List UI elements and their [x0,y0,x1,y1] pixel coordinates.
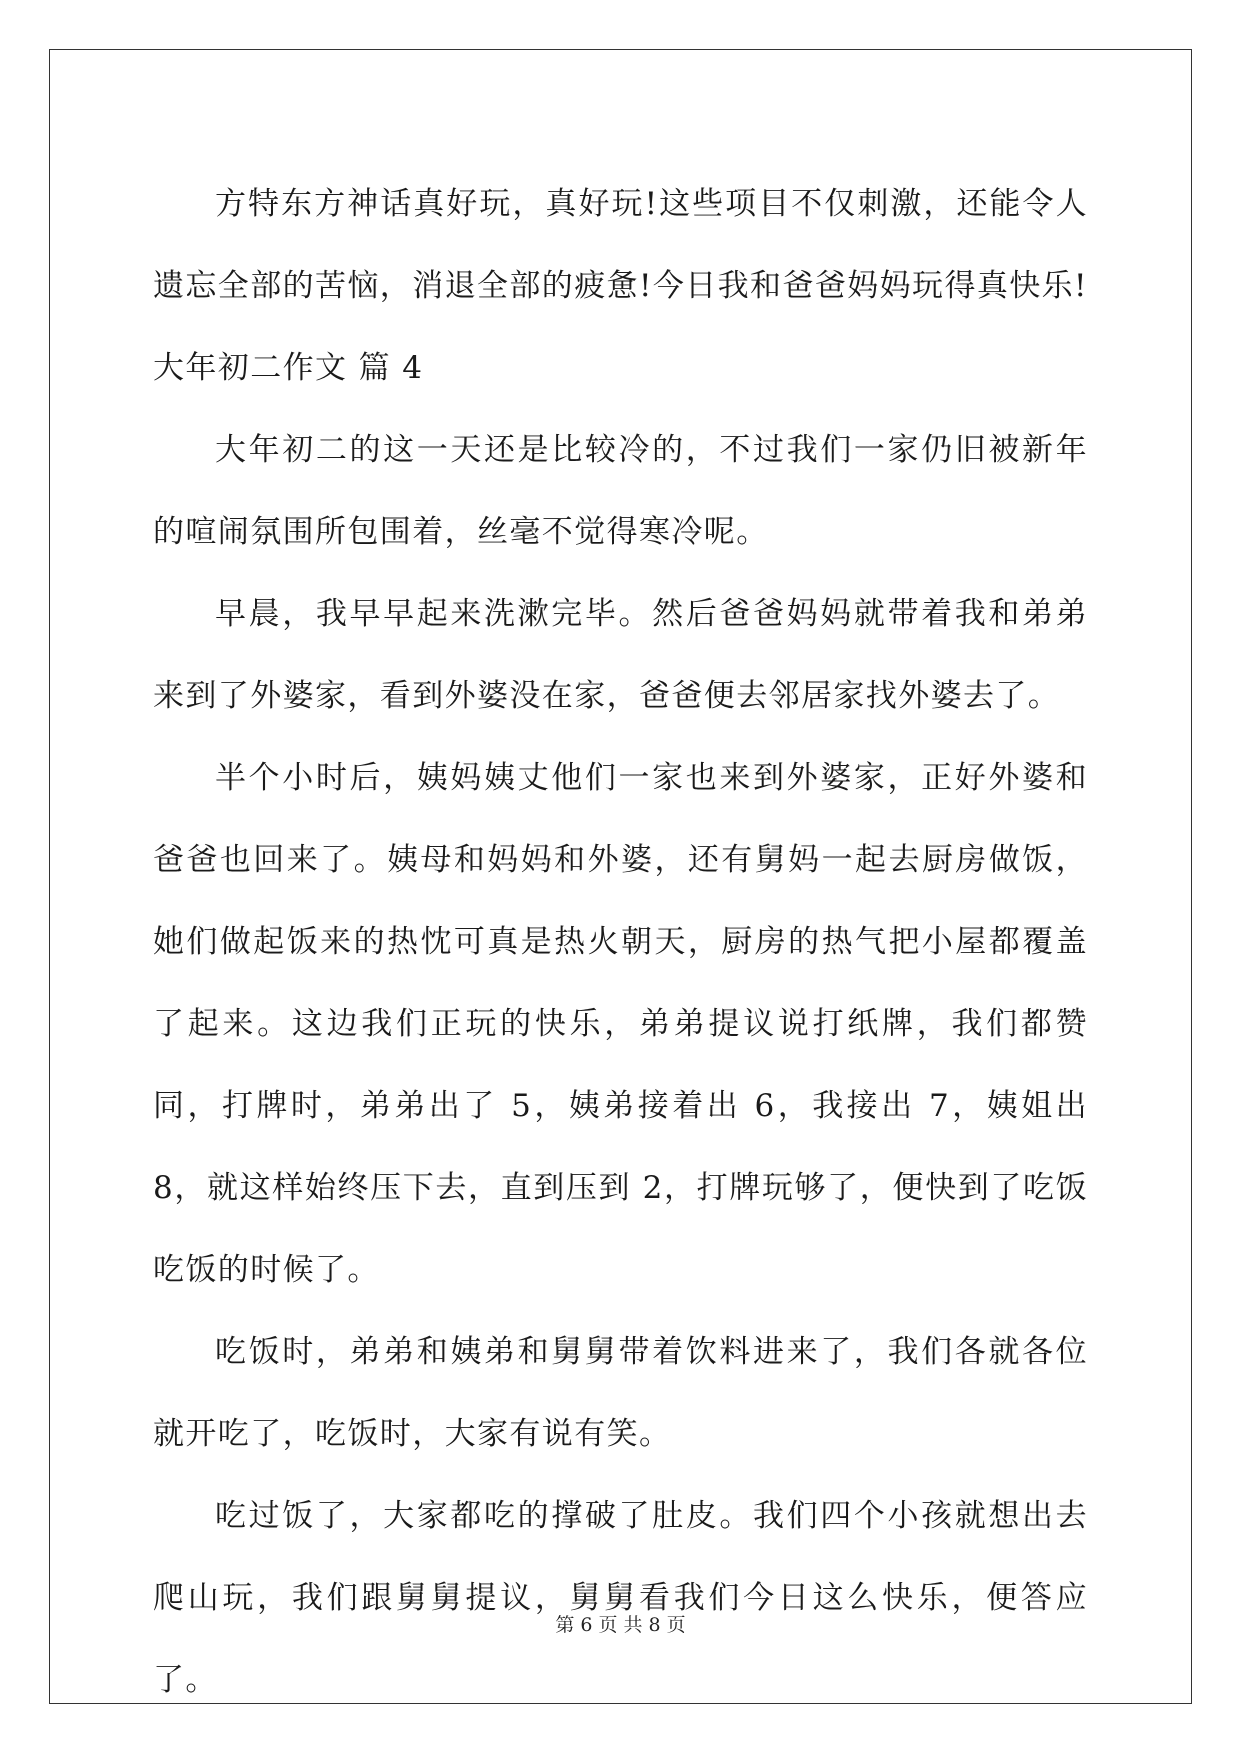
page-footer: 第 6 页 共 8 页 [555,1614,686,1636]
paragraph-3: 早晨，我早早起来洗漱完毕。然后爸爸妈妈就带着我和弟弟来到了外婆家，看到外婆没在家，爸爸便去邻居家找外婆去了。 [153,596,1088,714]
paragraph-4: 半个小时后，姨妈姨丈他们一家也来到外婆家，正好外婆和爸爸也回来了。姨母和妈妈和外婆，还有舅妈一起去厨房做饭，她们做起饭来的热忱可真是热火朝天，厨房的热气把小屋都覆盖了起来。这边我们正玩的快乐，弟弟提议说打纸牌，我们都赞同，打牌时，弟弟出了 5，姨弟接着出 6，我接出 7，姨姐出 8，就这样始终压下去，直到压到 2，打牌玩够了，便快到了吃饭吃饭的时候了。 [153,760,1088,1288]
paragraph-1: 方特东方神话真好玩，真好玩!这些项目不仅刺激，还能令人遗忘全部的苦恼，消退全部的疲惫!今日我和爸爸妈妈玩得真快乐! [153,186,1088,304]
paragraph-5: 吃饭时，弟弟和姨弟和舅舅带着饮料进来了，我们各就各位就开吃了，吃饭时，大家有说有笑。 [153,1334,1088,1452]
section-heading: 大年初二作文 篇 4 [153,350,424,386]
document-body [153,163,1088,1721]
paragraph-2: 大年初二的这一天还是比较冷的，不过我们一家仍旧被新年的喧闹氛围所包围着，丝毫不觉得寒冷呢。 [153,432,1088,550]
paragraph-6: 吃过饭了，大家都吃的撑破了肚皮。我们四个小孩就想出去爬山玩，我们跟舅舅提议，舅舅看我们今日这么快乐，便答应了。 [153,1498,1088,1698]
